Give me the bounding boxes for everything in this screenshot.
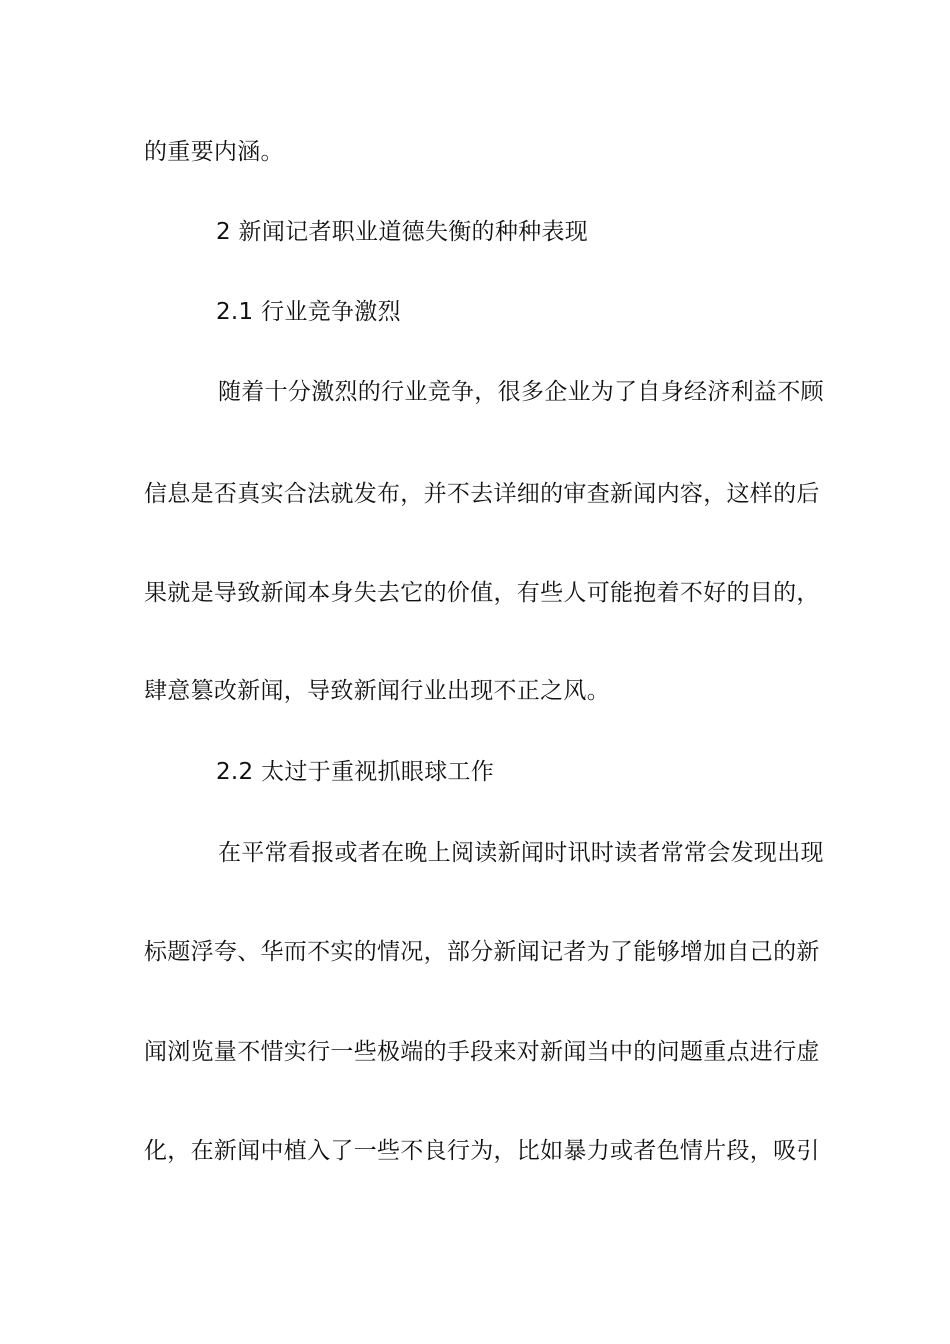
paragraph-first-line: 在平常看报或者在晚上阅读新闻时讯时读者常常会发现出现 <box>218 840 824 866</box>
paragraph-line: 果就是导致新闻本身失去它的价值，有些人可能抱着不好的目的， <box>144 580 820 606</box>
paragraph-end-line: 肆意篡改新闻，导致新闻行业出现不正之风。 <box>144 678 610 704</box>
paragraph-line: 闻浏览量不惜实行一些极端的手段来对新闻当中的问题重点进行虚 <box>144 1039 820 1065</box>
subsection-heading: 2.2 太过于重视抓眼球工作 <box>216 759 495 785</box>
paragraph-line: 信息是否真实合法就发布，并不去详细的审查新闻内容，这样的后 <box>144 481 820 507</box>
paragraph-line: 标题浮夸、华而不实的情况，部分新闻记者为了能够增加自己的新 <box>144 939 820 965</box>
subsection-heading: 2.1 行业竞争激烈 <box>216 299 401 325</box>
paragraph-end-line: 的重要内涵。 <box>144 139 284 165</box>
paragraph-line: 化，在新闻中植入了一些不良行为，比如暴力或者色情片段，吸引 <box>144 1138 820 1164</box>
section-heading: 2 新闻记者职业道德失衡的种种表现 <box>216 219 589 245</box>
paragraph-first-line: 随着十分激烈的行业竞争，很多企业为了自身经济利益不顾 <box>218 379 824 405</box>
